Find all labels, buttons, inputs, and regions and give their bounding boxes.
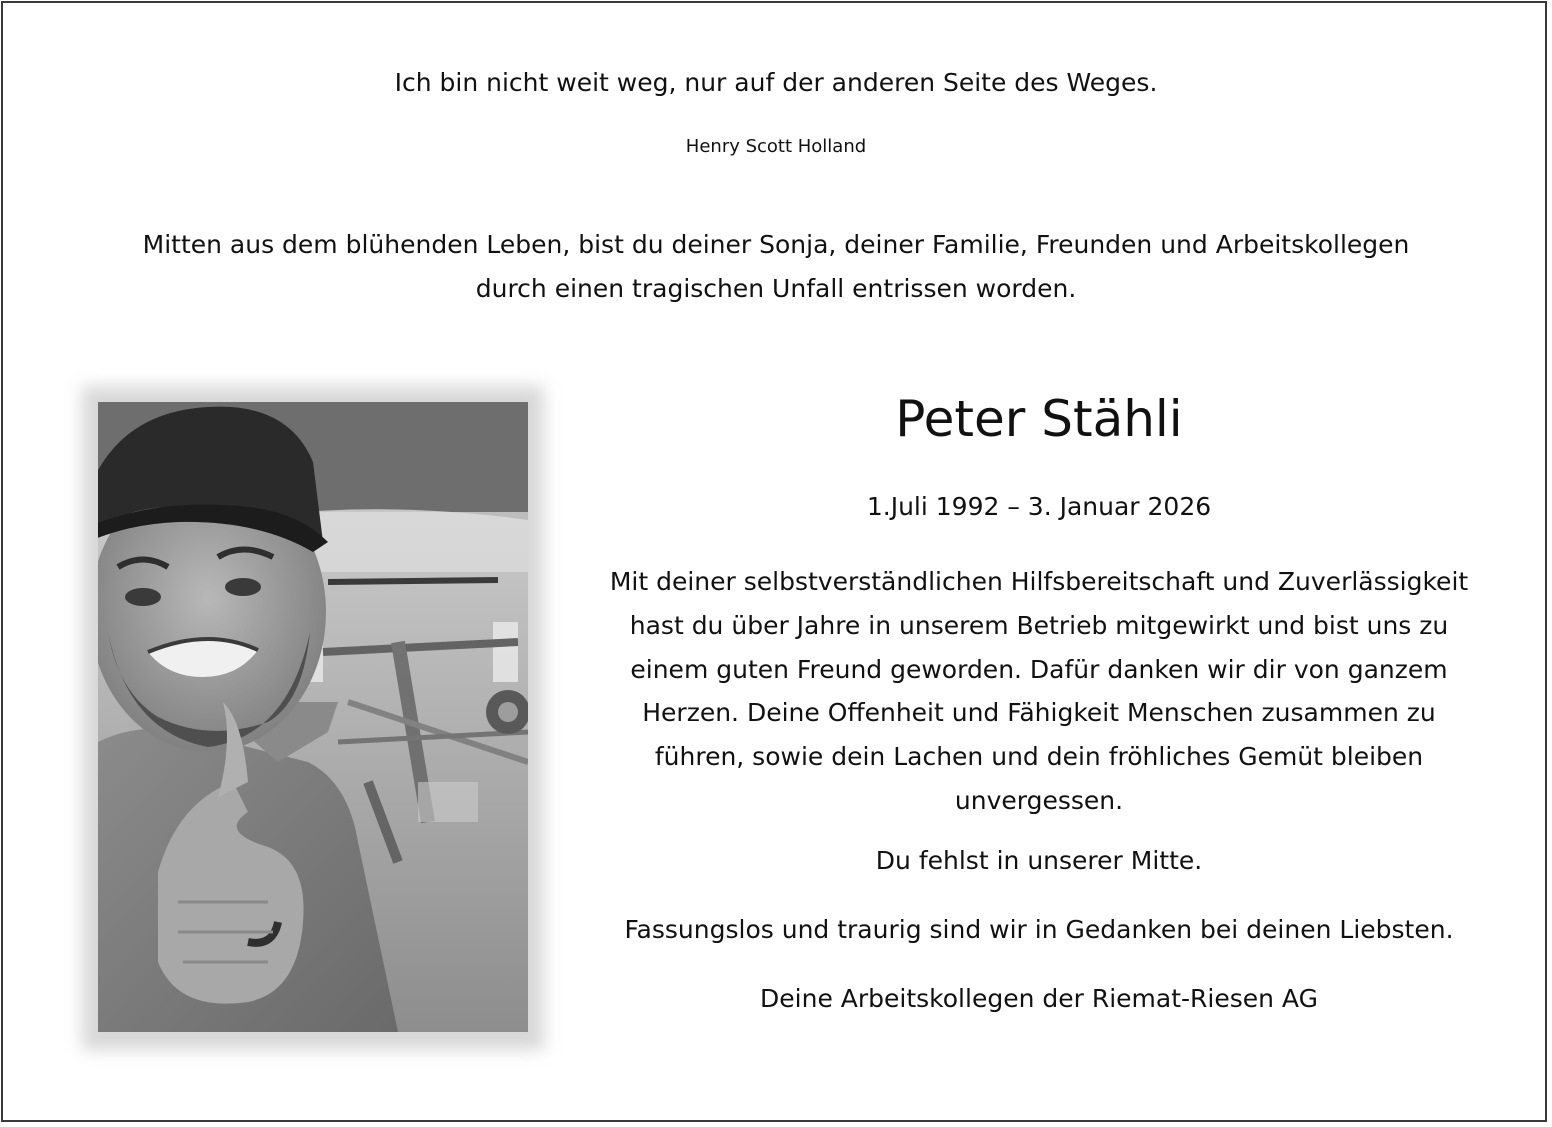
intro-line: Mitten aus dem blühenden Leben, bist du deiner Sonja, deiner Familie, Freunden und Arbeitskollegen xyxy=(142,230,1410,259)
tribute-text xyxy=(556,560,1522,823)
deceased-name: Peter Stähli xyxy=(895,390,1183,448)
tribute-line: Mit deiner selbstverständlichen Hilfsbereitschaft und Zuverlässigkeit xyxy=(609,567,1469,596)
missing-text: Du fehlst in unserer Mitte. xyxy=(875,846,1203,875)
tribute-line: Herzen. Deine Offenheit und Fähigkeit Menschen zusammen zu xyxy=(642,698,1436,728)
signature-text: Deine Arbeitskollegen der Riemat-Riesen AG xyxy=(760,984,1318,1013)
tribute-line: führen, sowie dein Lachen und dein fröhliches Gemüt bleiben xyxy=(654,742,1424,772)
portrait-photo xyxy=(98,402,528,1032)
quote-author: Henry Scott Holland xyxy=(685,136,867,157)
condolence-text: Fassungslos und traurig sind wir in Gedanken bei deinen Liebsten. xyxy=(624,915,1454,944)
intro-line: durch einen tragischen Unfall entrissen worden. xyxy=(475,274,1077,303)
intro-text xyxy=(0,223,1552,311)
tribute-line: unvergessen. xyxy=(954,785,1124,815)
quote-text: Ich bin nicht weit weg, nur auf der anderen Seite des Weges. xyxy=(394,68,1158,97)
tribute-line: hast du über Jahre in unserem Betrieb mitgewirkt und bist uns zu xyxy=(629,610,1449,640)
portrait-photo-icon xyxy=(98,402,528,1032)
tribute-line: einem guten Freund geworden. Dafür danken wir dir von ganzem xyxy=(630,654,1448,684)
life-dates: 1.Juli 1992 – 3. Januar 2026 xyxy=(866,492,1212,521)
